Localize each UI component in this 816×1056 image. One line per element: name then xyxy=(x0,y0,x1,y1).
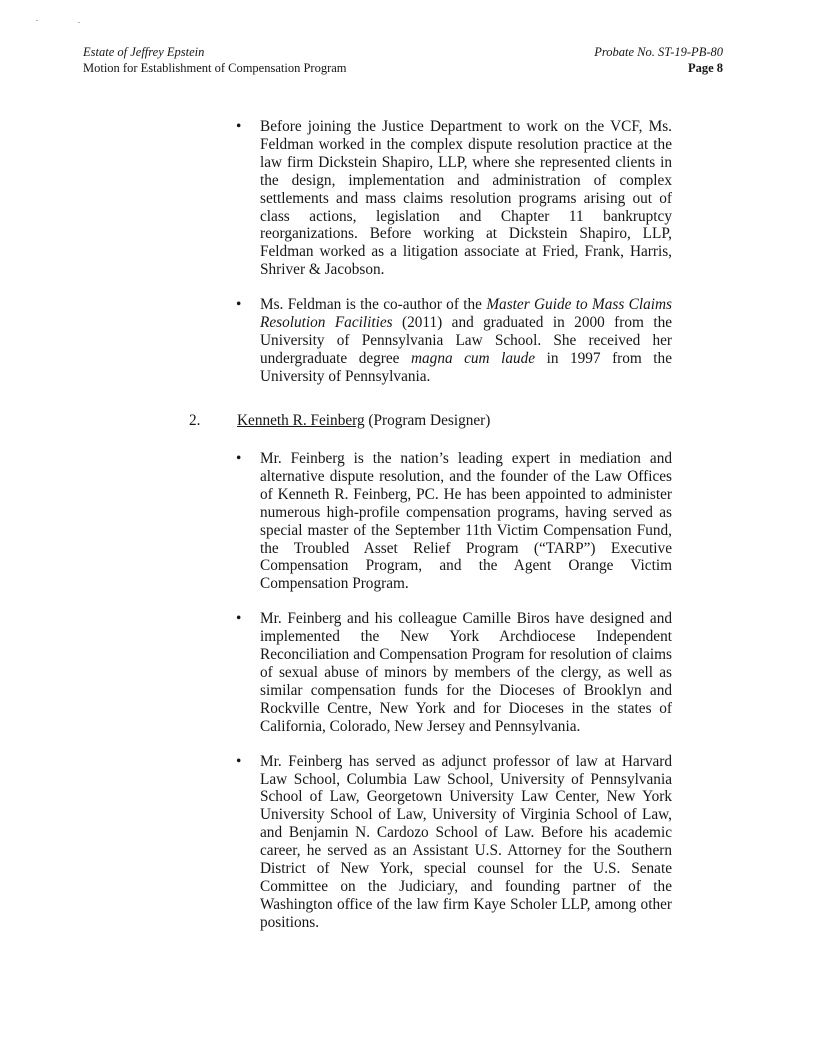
section-heading xyxy=(189,412,490,430)
section-role: (Program Designer) xyxy=(364,412,491,429)
bullet-dot: • xyxy=(236,118,242,135)
motion-title: Motion for Establishment of Compensation Program xyxy=(83,61,347,75)
section-number: 2. xyxy=(189,412,201,429)
feinberg-bullet-list xyxy=(236,450,672,932)
bullet-text: in 1997 from the University of Pennsylvania. xyxy=(260,349,672,385)
feldman-bullet-list xyxy=(236,118,672,386)
page-number: Page 8 xyxy=(687,61,723,75)
case-title: Estate of Jeffrey Epstein xyxy=(83,45,205,59)
latin-honor: magna cum laude xyxy=(410,349,536,367)
bullet-text: Ms. Feldman is the co-author of the xyxy=(260,296,487,314)
bullet-text: (2011) and graduated in 2000 from the University of Pennsylvania Law School. She received her undergraduate degree xyxy=(260,314,673,367)
header-left xyxy=(83,44,347,76)
bullet-dot: • xyxy=(236,752,242,770)
bullet-item xyxy=(236,296,672,386)
bullet-dot: • xyxy=(236,296,242,314)
bullet-text: Mr. Feinberg has served as adjunct professor of law at Harvard Law School, Columbia Law School, University of Pennsylvania School of Law, Georgetown University Law Center, New York University School of Law, University of Virginia School of Law, and Benjamin N. Cardozo School of Law. Before his academic career, he served as an Assistant U.S. Attorney for the Southern District of New York, special counsel for the U.S. Senate Committee on the Judiciary, and founding partner of the Washington office of the law firm Kaye Scholer LLP, among other positions. xyxy=(260,752,672,931)
bullet-item xyxy=(236,753,672,932)
header-right xyxy=(594,44,723,76)
bullet-text: Mr. Feinberg is the nation’s leading expert in mediation and alternative dispute resolution, and the founder of the Law Offices of Kenneth R. Feinberg, PC. He has been appointed to administer numerous high-profile compensation programs, having served as special master of the September 11th Victim Compensation Fund, the Troubled Asset Relief Program (“TARP”) Executive Compensation Program, and the Agent Orange Victim Compensation Program. xyxy=(260,450,672,593)
bullet-item xyxy=(236,610,672,735)
book-title: Master Guide to Mass Claims Resolution Facilities xyxy=(260,296,672,332)
scan-speck xyxy=(36,20,38,21)
bullet-dot: • xyxy=(236,610,242,628)
scan-speck xyxy=(78,22,80,23)
bullet-item xyxy=(236,450,672,593)
bullet-dot: • xyxy=(236,450,242,467)
bullet-text: Mr. Feinberg and his colleague Camille Biros have designed and implemented the New York Archdiocese Independent Reconciliation and Compensation Program for resolution of claims of sexual abuse of minors by members of the clergy, as well as similar compensation funds for the Dioceses of Brooklyn and Rockville Centre, New York and for Dioceses in the states of California, Colorado, New Jersey and Pennsylvania. xyxy=(260,610,672,735)
section-person-name: Kenneth R. Feinberg xyxy=(237,412,365,429)
bullet-text: Before joining the Justice Department to work on the VCF, Ms. Feldman worked in the complex dispute resolution practice at the law firm Dickstein Shapiro, LLP, where she represented clients in the design, implementation and administration of complex settlements and mass claims resolution programs arising out of class actions, legislation and Chapter 11 bankruptcy reorganizations. Before working at Dickstein Shapiro, LLP, Feldman worked as a litigation associate at Fried, Frank, Harris, Shriver & Jacobson. xyxy=(260,118,672,279)
probate-number: Probate No. ST-19-PB-80 xyxy=(594,45,723,59)
bullet-item xyxy=(236,118,672,279)
